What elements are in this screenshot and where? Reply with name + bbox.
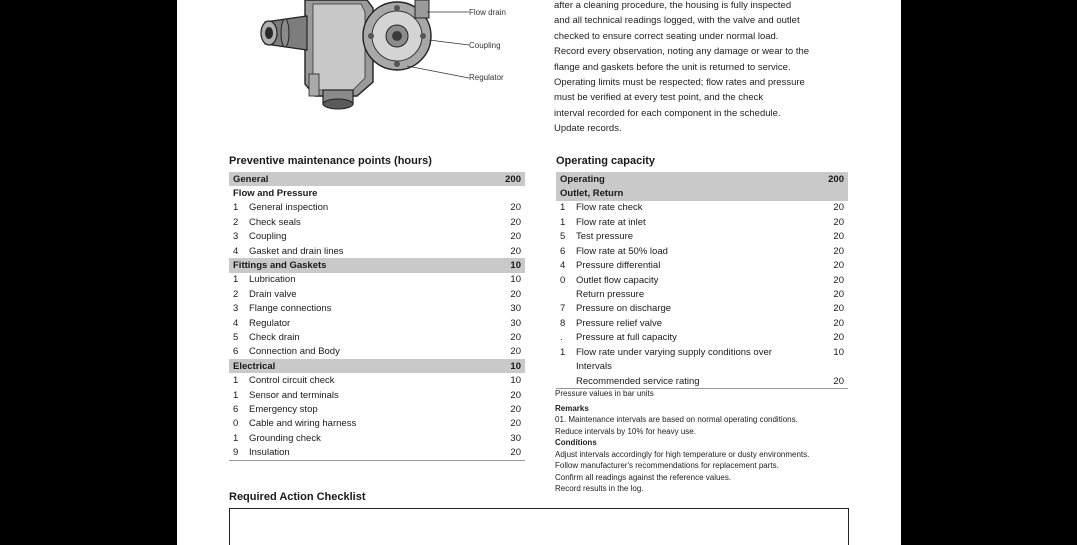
table-row [229,287,525,301]
valve-assembly-diagram [257,0,517,120]
bolt [394,5,400,11]
row-value: 30 [510,432,521,444]
row-number: 5 [560,231,566,243]
row-value: 20 [510,389,521,401]
intro-line: Record every observation, noting any damage or wear to the [554,46,810,58]
table-section-header [229,359,525,373]
table-row [556,244,848,258]
row-number: 6 [233,403,239,415]
intro-line: must be verified at every test point, and the check [554,92,764,104]
table-row [229,330,525,344]
row-value: 20 [510,447,521,459]
row-value: 20 [833,202,844,214]
row-label: Drain valve [249,288,297,300]
row-number: 0 [233,418,239,430]
row-number: 8 [560,317,566,329]
row-number: 1 [233,432,239,444]
row-label: Pressure at full capacity [576,332,677,344]
row-label: Regulator [249,317,291,329]
table-section-header [556,172,848,186]
section-header-value: 200 [828,173,844,185]
table-row [229,201,525,215]
row-label: Pressure differential [576,260,661,272]
table-row [556,258,848,272]
row-number: 6 [233,346,239,358]
table-row [556,345,848,359]
row-number: 4 [560,260,566,272]
row-number: 1 [560,202,566,214]
table-section-header [229,258,525,272]
row-value: 20 [510,403,521,415]
document-page [177,0,901,545]
row-number: 2 [233,288,239,300]
intro-line: Operating limits must be respected; flow rates and pressure [554,77,805,89]
section-header-label: Operating [560,173,605,185]
row-value: 30 [510,317,521,329]
row-label: Pressure relief valve [576,317,663,329]
section-header-label: Fittings and Gaskets [233,259,327,271]
row-value: 20 [510,288,521,300]
row-number: 1 [233,389,239,401]
remark-subheading: Conditions [555,438,597,447]
row-value: 20 [510,231,521,243]
table-row [556,230,848,244]
bolt [420,33,426,39]
side-bracket [309,74,319,96]
remark-line: 01. Maintenance intervals are based on normal operating conditions. [555,415,798,424]
table-row [556,215,848,229]
row-number: 1 [233,375,239,387]
checklist-box [229,508,849,545]
section-header-value: 200 [505,173,521,185]
row-label: Return pressure [576,288,645,300]
maintenance-points-table [229,172,525,461]
table-section-header [229,172,525,186]
intro-line: and all technical readings logged, with the valve and outlet [554,15,800,27]
row-value: 20 [510,418,521,430]
row-label: Recommended service rating [576,375,700,387]
table-row [229,345,525,359]
section-header-value: 10 [510,259,521,271]
section-subheader: Flow and Pressure [233,187,318,199]
row-number: 9 [233,447,239,459]
intro-paragraph [554,0,850,137]
row-number: 1 [233,202,239,214]
intro-line: after a cleaning procedure, the housing is fully inspected [554,0,792,11]
callout-regulator: Regulator [469,73,504,82]
table-row [229,301,525,315]
table-row [556,331,848,345]
row-label: Check drain [249,332,300,344]
row-label: Lubrication [249,274,296,286]
row-value: 20 [510,245,521,257]
row-value: 20 [510,202,521,214]
row-value: 20 [510,332,521,344]
row-value: 20 [833,274,844,286]
row-label: Flow rate under varying supply conditions over [576,346,772,358]
pressure-caption: Pressure values in bar units [555,389,654,398]
row-label: Intervals [576,361,612,373]
bolt [394,61,400,67]
section-header-label: General [233,173,269,185]
inlet-ring [281,19,289,47]
row-value: 10 [833,346,844,358]
section-header-value: 10 [510,360,521,372]
row-label: Pressure on discharge [576,303,672,315]
row-value: 20 [833,231,844,243]
row-label: Flange connections [249,303,332,315]
remark-line: Reduce intervals by 10% for heavy use. [555,426,696,436]
right-table-title: Operating capacity [556,155,656,167]
row-number: 4 [233,245,239,257]
table-row [556,201,848,215]
row-label: Cable and wiring harness [249,418,357,430]
row-value: 30 [510,303,521,315]
callout-coupling: Coupling [469,41,501,50]
table-row [229,417,525,431]
table-row [229,230,525,244]
valve-body-face [313,4,365,90]
left-table-title: Preventive maintenance points (hours) [229,155,432,167]
table-row [229,446,525,461]
intro-line: interval recorded for each component in the schedule. [554,107,781,119]
row-label: Sensor and terminals [249,389,339,401]
callout-flow-drain: Flow drain [469,8,506,17]
row-label: Check seals [249,216,301,228]
row-number: 4 [233,317,239,329]
table-row [556,287,848,301]
table-row [556,273,848,287]
row-value: 20 [833,216,844,228]
row-label: General inspection [249,202,329,214]
row-number: 6 [560,245,566,257]
table-row [229,316,525,330]
row-label: Coupling [249,231,287,243]
row-value: 10 [510,375,521,387]
row-label: Control circuit check [249,375,335,387]
row-value: 20 [510,216,521,228]
row-label: Flow rate at 50% load [576,245,668,257]
table-row [556,359,848,373]
outlet-bore [323,99,353,109]
row-value: 20 [833,245,844,257]
remark-line: Record results in the log. [555,484,644,493]
row-value: 20 [833,288,844,300]
table-row [556,316,848,330]
row-number: 1 [233,274,239,286]
table-row [556,374,848,389]
table-row [556,302,848,316]
remarks-heading: Remarks [555,403,589,413]
table-row [229,388,525,402]
table-row [229,273,525,287]
row-label: Connection and Body [249,346,340,358]
row-number: 5 [233,332,239,344]
row-label: Insulation [249,447,290,459]
intro-line: Update records. [554,123,622,135]
intro-line: flange and gaskets before the unit is returned to service. [554,61,791,73]
row-number: 1 [560,346,566,358]
row-number: 3 [233,231,239,243]
table-row [229,373,525,387]
row-number: 0 [560,274,566,286]
remark-line: Confirm all readings against the reference values. [555,472,732,482]
remark-line: Follow manufacturer's recommendations for replacement parts. [555,461,779,470]
section-header-label: Electrical [233,360,276,372]
row-number: 7 [560,303,566,315]
table-row [229,244,525,258]
row-label: Grounding check [249,432,321,444]
remarks-block [555,388,855,495]
row-value: 10 [510,274,521,286]
row-label: Flow rate check [576,202,643,214]
section-subheader: Outlet, Return [556,186,848,200]
row-value: 20 [833,303,844,315]
row-value: 20 [510,346,521,358]
row-label: Outlet flow capacity [576,274,659,286]
row-label: Flow rate at inlet [576,216,646,228]
remark-line: Adjust intervals accordingly for high temperature or dusty environments. [555,449,810,459]
operating-capacity-table [556,172,848,389]
row-number: 1 [560,216,566,228]
row-number: . [560,332,563,344]
row-label: Test pressure [576,231,634,243]
top-knob [415,0,429,18]
regulator-center [392,31,402,41]
checklist-title: Required Action Checklist [229,491,366,503]
row-value: 20 [833,375,844,387]
table-row [229,431,525,445]
row-label: Gasket and drain lines [249,245,344,257]
bolt [368,33,374,39]
row-label: Emergency stop [249,403,318,415]
row-value: 20 [833,317,844,329]
table-row [229,402,525,416]
intro-line: checked to ensure correct seating under normal load. [554,30,779,42]
table-row [229,215,525,229]
row-number: 3 [233,303,239,315]
row-number: 2 [233,216,239,228]
row-value: 20 [833,260,844,272]
inlet-bore [265,27,273,39]
row-value: 20 [833,332,844,344]
